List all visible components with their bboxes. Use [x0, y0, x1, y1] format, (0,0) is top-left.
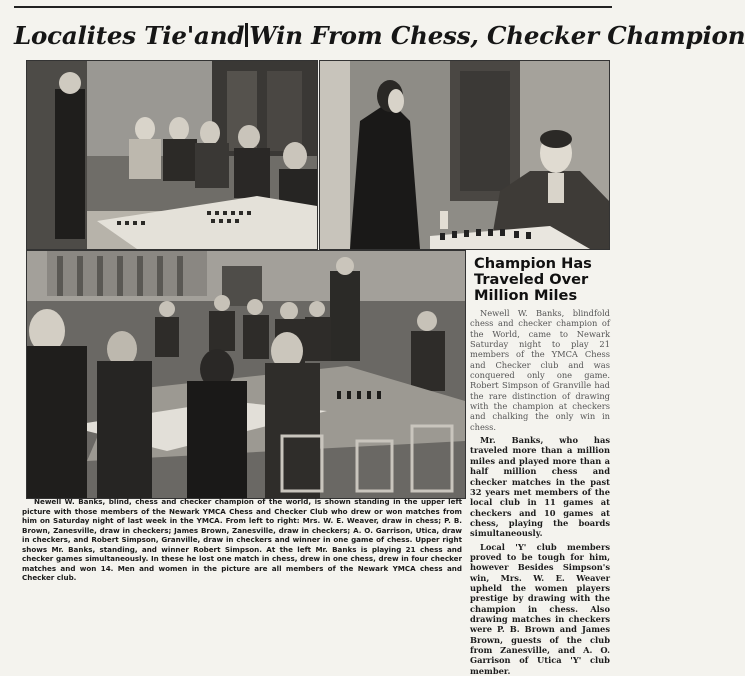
- photo-top-left-image: [27, 61, 317, 249]
- side-paragraph-3: Local 'Y' club members proved to be tough for him, however Besides Simpson's win, Mrs. W. E. Weaver upheld the women players prestige by drawing with the champion in chess. Also drawing matches in checkers were P. B. Brown and James Brown, guests of the club from Zanesville, and A. O. Garrison of Utica 'Y' club member.: [470, 541, 610, 676]
- top-rule: [14, 6, 612, 8]
- photo-bottom-image: [27, 251, 465, 498]
- side-paragraph-1: Newell W. Banks, blindfold chess and checker champion of the World, came to Newark Saturday night to play 21 members of the YMCA Chess and Checker club and was conquered only one game. Robert Simpson of Granville had the rare distinction of drawing with the champion at checkers and chalking the only win in chess.: [470, 308, 610, 432]
- caption-text: Newell W. Banks, blind, chess and checker champion of the world, is shown standing in the upper left picture with those members of the Newark YMCA Chess and Checker Club who drew or won matches from him on Saturday night of last week in the YMCA. From left to right: Mrs. W. E. Weaver, draw in chess; P. B. Brown, Zanesville, draw in checkers; James Brown, Zanesville, draw in checkers; A. O. Garrison, Utica, draw in checkers, and Robert Simpson, Granville, draw in checkers and winner in one game of chess. Upper right shows Mr. Banks, standing, and winner Robert Simpson. At the left Mr. Banks is playing 21 chess and checker games simultaneously. In these he lost one match in chess, drew in one chess, drew in four checker matches and won 14. Men and women in the picture are all members of the Newark YMCA chess and Checker club.: [22, 497, 462, 583]
- photo-top-right-image: [320, 61, 609, 249]
- photo-caption: [22, 497, 462, 587]
- photo-bottom: [26, 250, 466, 499]
- headline-right: Win From Chess, Checker Champion: [249, 21, 745, 50]
- headline-left: Localites Tie'and: [14, 21, 245, 50]
- headline-column-bar: [245, 23, 248, 47]
- photo-top-right: [319, 60, 610, 250]
- side-title: Champion Has Traveled Over Million Miles: [474, 255, 592, 304]
- photo-top-left: [26, 60, 318, 250]
- headline: [14, 14, 745, 58]
- side-paragraph-2: Mr. Banks, who has traveled more than a million miles and played more than a half million chess and checker matches in the past 32 years met members of the local club in 11 games at checkers and 10 games at chess, playing the boards simultaneously.: [470, 435, 610, 539]
- side-article: [470, 252, 610, 676]
